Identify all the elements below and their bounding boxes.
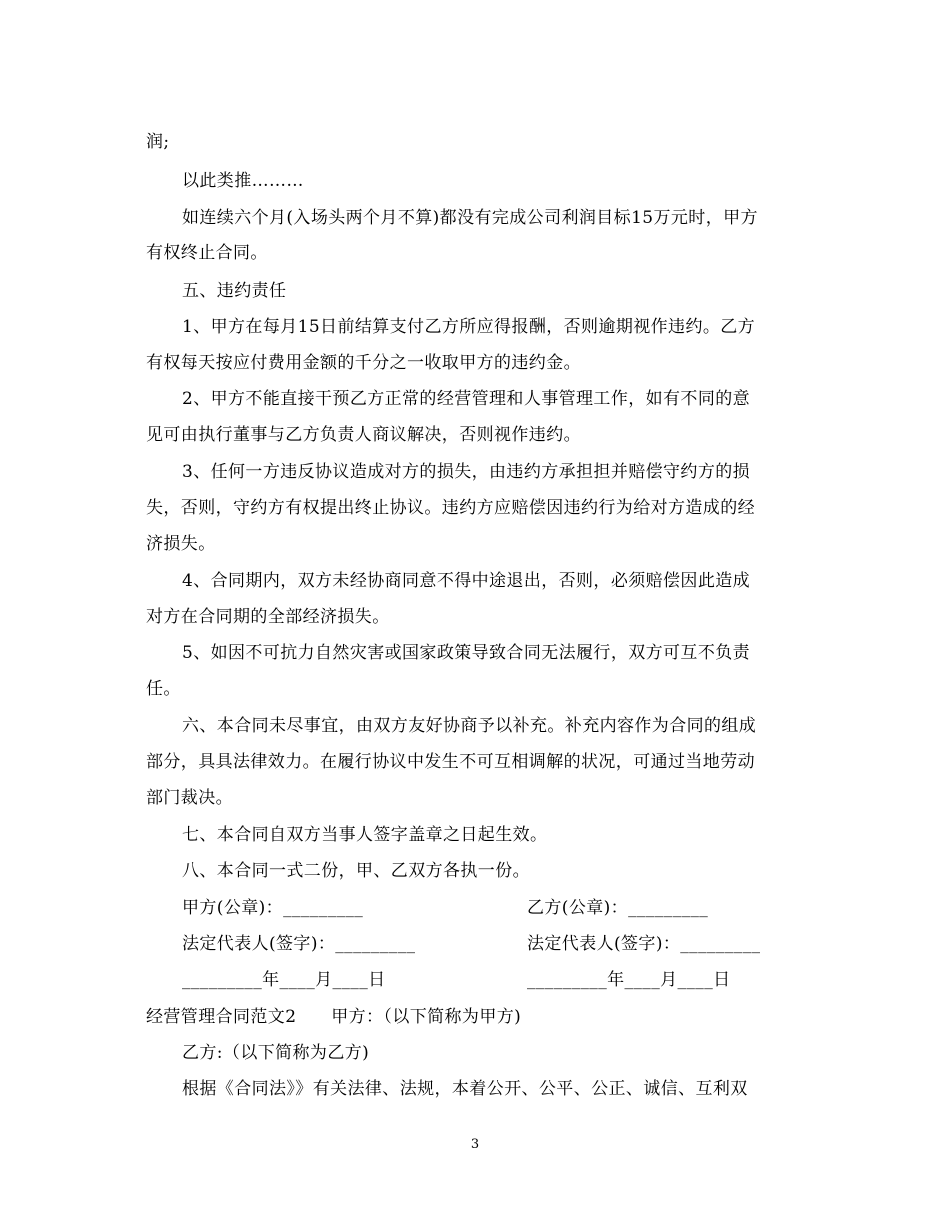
paragraph-line: 4、合同期内，双方未经协商同意不得中途退出，否则，必须赔偿因此造成 — [182, 571, 751, 591]
paragraph-line: 见可由执行董事与乙方负责人商议解决，否则视作违约。 — [146, 425, 581, 445]
party-b-date-line: _________年____月____日 — [527, 970, 731, 990]
paragraph-line: 2、甲方不能直接干预乙方正常的经营管理和人事管理工作，如有不同的意 — [182, 389, 751, 409]
sample2-heading: 经营管理合同范文2 甲方：（以下简称为甲方) — [146, 1007, 522, 1027]
paragraph-line: 如连续六个月(入场头两个月不算)都没有完成公司利润目标15万元时，甲方 — [182, 208, 758, 228]
section-heading: 五、违约责任 — [182, 281, 287, 301]
party-a-seal-line: 甲方(公章)：_________ — [182, 898, 364, 918]
sample2-intro: 根据《合同法》》有关法律、法规，本着公开、公平、公正、诚信、互利双 — [182, 1079, 748, 1099]
page-number: 3 — [470, 1137, 480, 1152]
paragraph-line: 济损失。 — [146, 534, 216, 554]
paragraph-line: 失，否则，守约方有权提出终止协议。违约方应赔偿因违约行为给对方造成的经 — [146, 498, 755, 518]
paragraph-line: 部门裁决。 — [146, 788, 233, 808]
party-a-date-line: _________年____月____日 — [182, 970, 386, 990]
paragraph-line: 3、任何一方违反协议造成对方的损失，由违约方承担担并赔偿守约方的损 — [182, 462, 751, 482]
party-a-representative-line: 法定代表人(签字)：_________ — [182, 934, 416, 954]
paragraph-line: 六、本合同未尽事宜，由双方友好协商予以补充。补充内容作为合同的组成 — [182, 716, 757, 736]
paragraph-line: 1、甲方在每月15日前结算支付乙方所应得报酬，否则逾期视作违约。乙方 — [182, 317, 756, 337]
paragraph-line: 部分，具具法律效力。在履行协议中发生不可互相调解的状况，可通过当地劳动 — [146, 752, 755, 772]
paragraph-line: 八、本合同一式二份，甲、乙双方各执一份。 — [182, 861, 530, 881]
party-b-seal-line: 乙方(公章)：_________ — [527, 898, 709, 918]
paragraph-line: 有权每天按应付费用金额的千分之一收取甲方的违约金。 — [146, 353, 581, 373]
paragraph-line: 以此类推……… — [182, 171, 304, 191]
paragraph-line: 润; — [146, 132, 170, 152]
sample2-party-b: 乙方:（以下简称为乙方) — [182, 1043, 370, 1063]
paragraph-line: 有权终止合同。 — [146, 243, 268, 263]
party-b-representative-line: 法定代表人(签字)：_________ — [527, 934, 761, 954]
paragraph-line: 七、本合同自双方当事人签字盖章之日起生效。 — [182, 825, 548, 845]
paragraph-line: 5、如因不可抗力自然灾害或国家政策导致合同无法履行，双方可互不负责 — [182, 643, 751, 663]
paragraph-line: 任。 — [146, 679, 181, 699]
paragraph-line: 对方在合同期的全部经济损失。 — [146, 607, 390, 627]
